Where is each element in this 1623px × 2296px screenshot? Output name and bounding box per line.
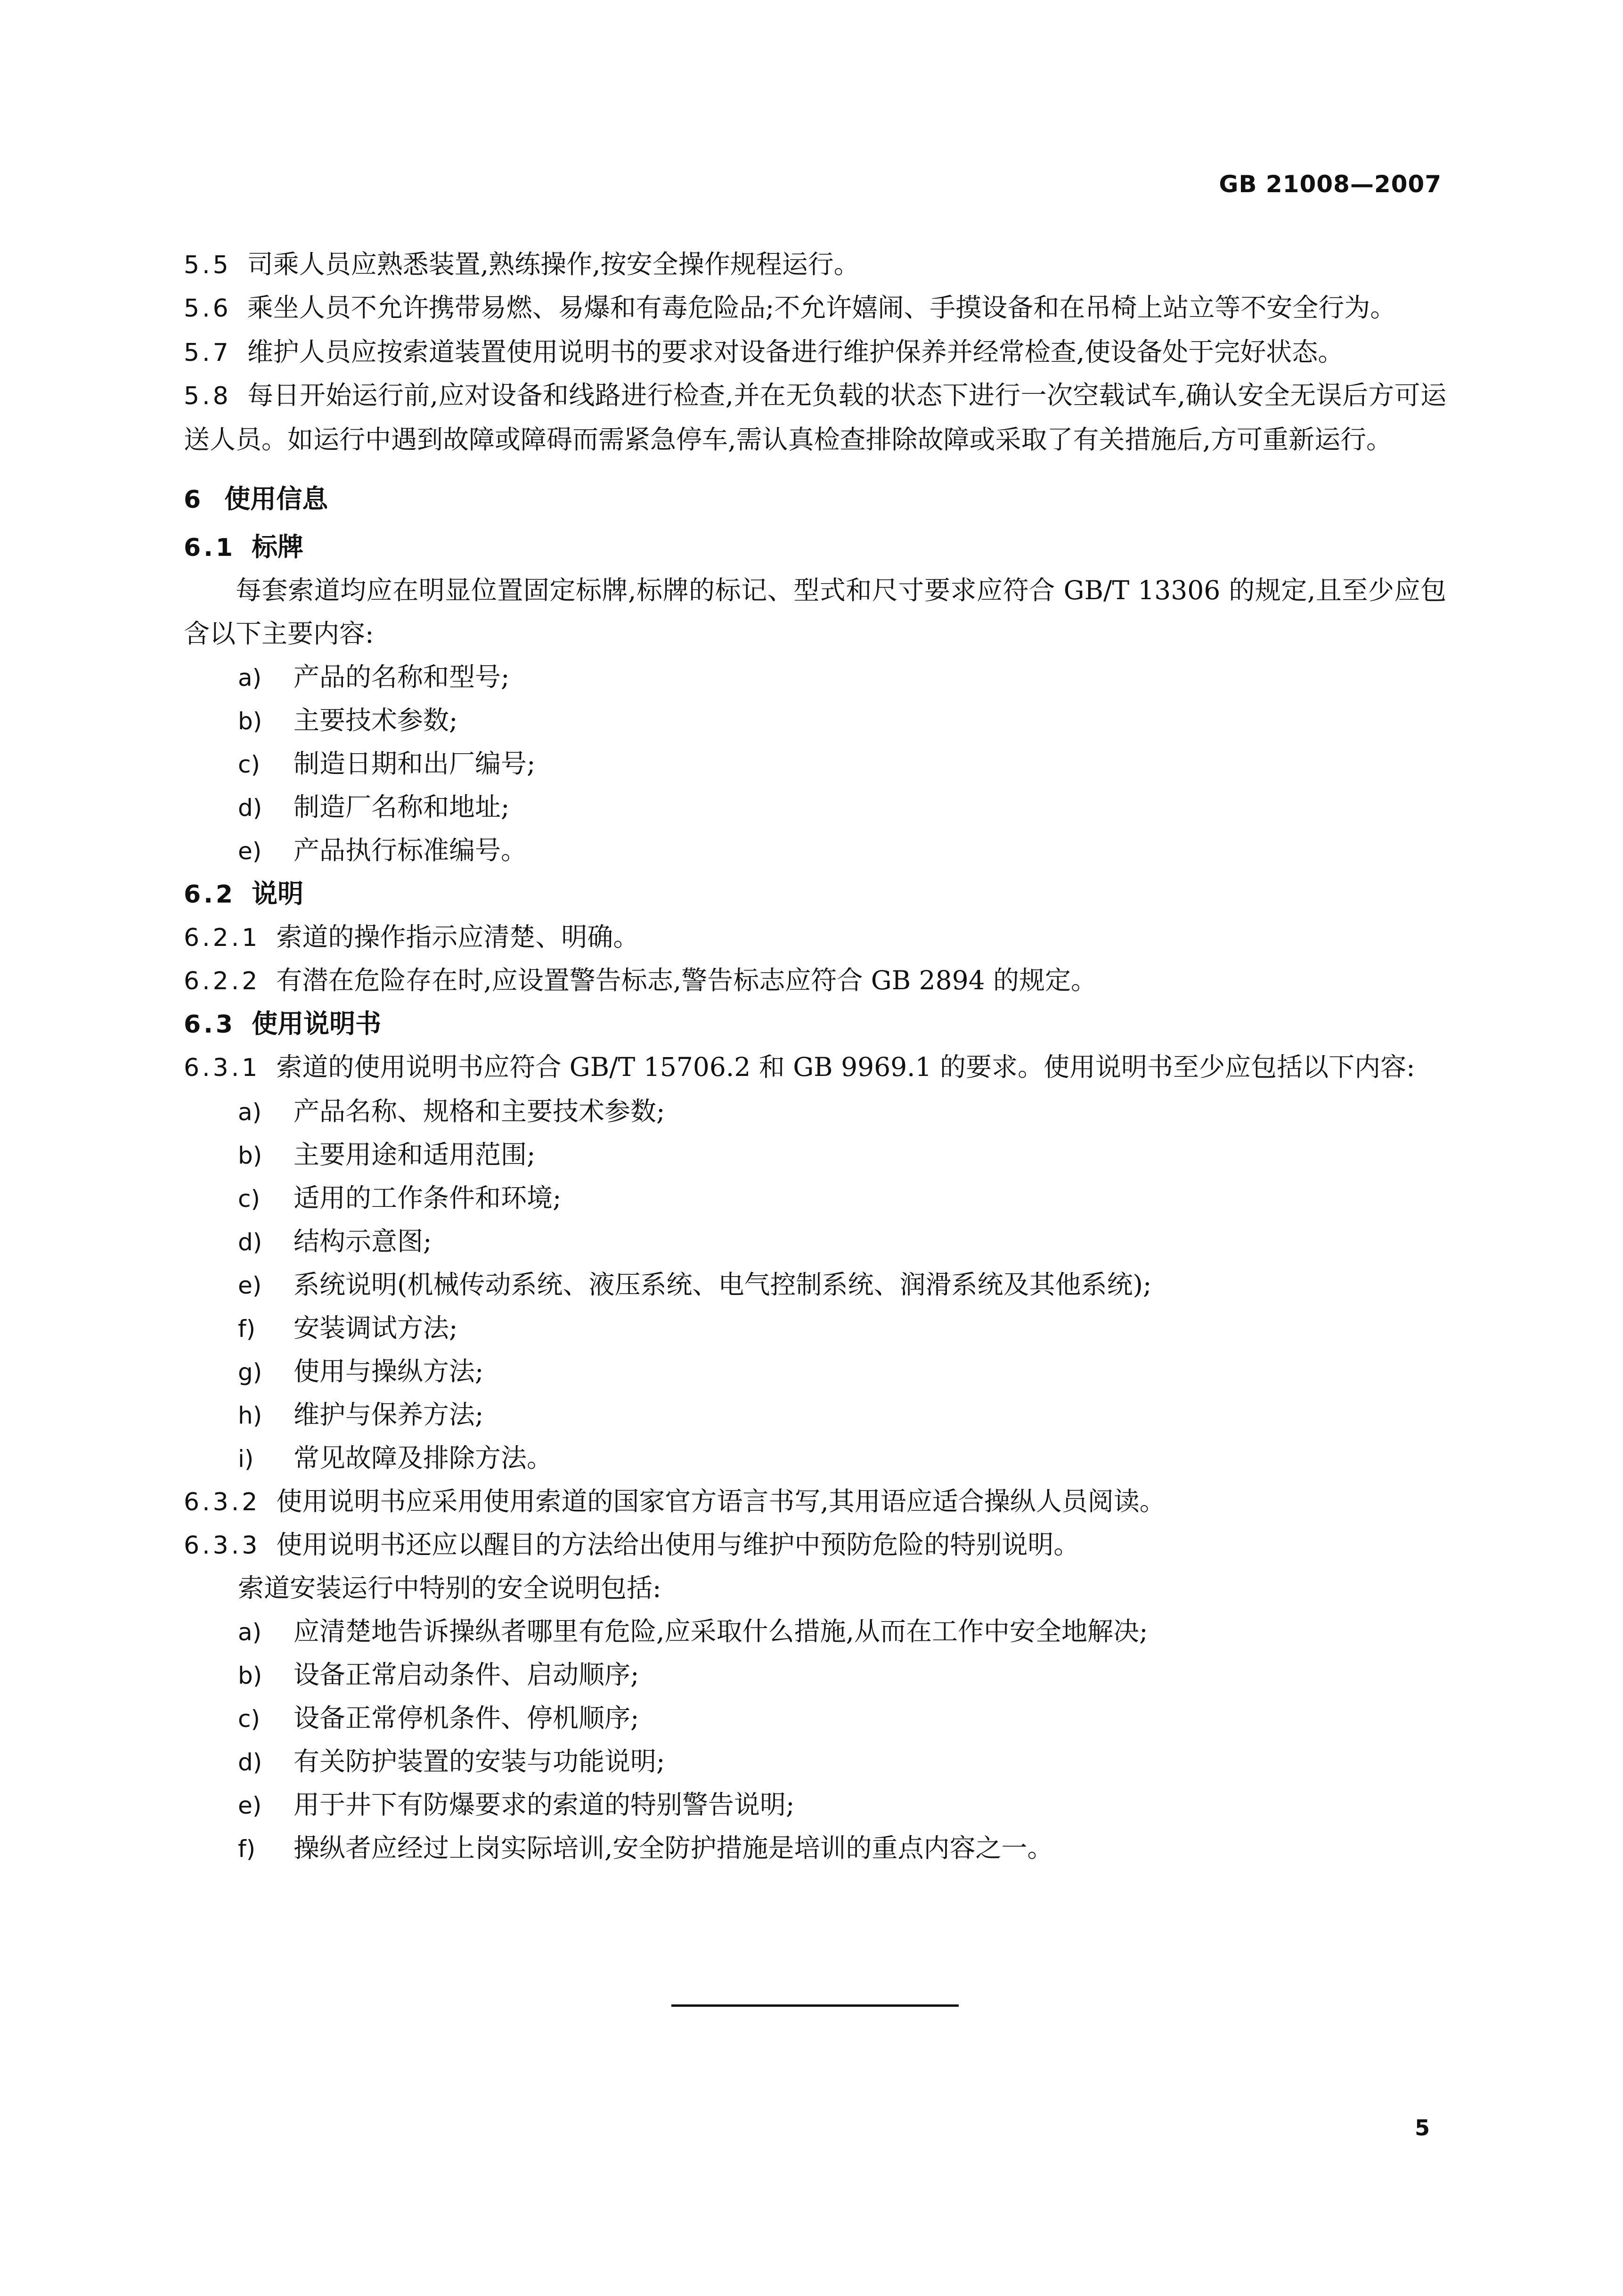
clause-number: 5.5 [184, 251, 231, 279]
list-text: 设备正常启动条件、启动顺序; [294, 1660, 639, 1690]
clause-5-7 [184, 330, 1446, 374]
document-body [184, 243, 1446, 1870]
clause-6-3-1 [184, 1045, 1446, 1090]
list-item [184, 1393, 1446, 1436]
clause-text: 乘坐人员不允许携带易燃、易爆和有毒危险品;不允许嬉闹、手摸设备和在吊椅上站立等不安全行为。 [247, 293, 1396, 323]
list-text: 系统说明(机械传动系统、液压系统、电气控制系统、润滑系统及其他系统); [294, 1270, 1152, 1300]
clause-number: 6.3.2 [184, 1488, 261, 1516]
list-item [184, 785, 1446, 829]
list-text: 主要用途和适用范围; [294, 1140, 536, 1170]
list-item [184, 1653, 1446, 1696]
clause-title: 说明 [252, 879, 304, 909]
list-marker: e) [238, 1272, 262, 1299]
clause-6-1-heading [184, 525, 1446, 569]
list-item [184, 1436, 1446, 1480]
clause-text: 维护人员应按索道装置使用说明书的要求对设备进行维护保养并经常检查,使设备处于完好状态。 [247, 337, 1344, 367]
page-number: 5 [1414, 2115, 1430, 2141]
list-item [184, 699, 1446, 742]
clause-text: 索道的操作指示应清楚、明确。 [276, 922, 639, 952]
list-marker: e) [238, 1792, 262, 1819]
list-item [184, 1090, 1446, 1133]
list-text: 产品的名称和型号; [294, 662, 510, 692]
clause-text: 使用说明书应采用使用索道的国家官方语言书写,其用语应适合操纵人员阅读。 [276, 1486, 1166, 1516]
list-item [184, 1306, 1446, 1350]
section-6-heading [184, 477, 1446, 521]
clause-number: 6.2.2 [184, 967, 261, 995]
list-text: 适用的工作条件和环境; [294, 1183, 562, 1213]
list-marker: a) [238, 1619, 262, 1646]
list-text: 安装调试方法; [294, 1313, 458, 1343]
clause-6-3-3-lead: 索道安装运行中特别的安全说明包括: [238, 1573, 661, 1603]
list-marker: d) [238, 1749, 262, 1776]
list-marker: g) [238, 1359, 262, 1386]
clause-6-2-2 [184, 959, 1446, 1002]
clause-number: 5.7 [184, 339, 231, 367]
section-number: 6 [184, 486, 204, 514]
list-text: 维护与保养方法; [294, 1400, 484, 1430]
clause-text: 索道的使用说明书应符合 GB/T 15706.2 和 GB 9969.1 的要求。使用说明书至少应包括以下内容: [276, 1052, 1415, 1082]
clause-number: 6.3.3 [184, 1531, 261, 1560]
list-item [184, 1220, 1446, 1263]
clause-6-2-1 [184, 915, 1446, 959]
list-item [184, 742, 1446, 785]
clause-6-3-2 [184, 1480, 1446, 1523]
clause-number: 6.1 [184, 534, 236, 562]
list-marker: d) [238, 794, 262, 822]
list-text: 产品名称、规格和主要技术参数; [294, 1096, 665, 1126]
list-marker: c) [238, 751, 260, 778]
clause-title: 标牌 [252, 532, 304, 562]
clause-text: 使用说明书还应以醒目的方法给出使用与维护中预防危险的特别说明。 [276, 1530, 1080, 1560]
list-text: 主要技术参数; [294, 705, 458, 735]
list-item [184, 1176, 1446, 1220]
list-text: 制造厂名称和地址; [294, 792, 510, 822]
list-text: 操纵者应经过上岗实际培训,安全防护措施是培训的重点内容之一。 [294, 1833, 1053, 1863]
list-item [184, 1740, 1446, 1783]
clause-number: 5.6 [184, 294, 231, 323]
list-item [184, 829, 1446, 872]
clause-number: 6.3.1 [184, 1054, 261, 1082]
list-marker: f) [238, 1835, 256, 1863]
list-marker: b) [238, 708, 262, 735]
list-marker: b) [238, 1142, 262, 1169]
clause-5-6 [184, 286, 1446, 330]
clause-5-5 [184, 243, 1446, 286]
list-text: 用于井下有防爆要求的索道的特别警告说明; [294, 1790, 795, 1820]
list-marker: d) [238, 1229, 262, 1256]
clause-text: 每日开始运行前,应对设备和线路进行检查,并在无负载的状态下进行一次空载试车,确认安全无误后方可运送人员。如运行中遇到故障或障碍而需紧急停车,需认真检查排除故障或采取了有关措施后,方可重新运行。 [184, 380, 1446, 455]
list-text: 产品执行标准编号。 [294, 835, 527, 865]
list-text: 使用与操纵方法; [294, 1356, 484, 1386]
list-text: 制造日期和出厂编号; [294, 749, 536, 779]
list-text: 常见故障及排除方法。 [294, 1443, 553, 1473]
clause-number: 6.3 [184, 1010, 236, 1039]
list-item [184, 1783, 1446, 1826]
list-marker: a) [238, 1099, 262, 1126]
clause-text: 有潜在危险存在时,应设置警告标志,警告标志应符合 GB 2894 的规定。 [276, 965, 1097, 995]
list-marker: c) [238, 1705, 260, 1733]
list-marker: b) [238, 1662, 262, 1689]
list-marker: c) [238, 1185, 260, 1213]
list-marker: a) [238, 664, 262, 692]
list-item [184, 1826, 1446, 1870]
list-item [184, 655, 1446, 699]
clause-number: 6.2.1 [184, 924, 261, 952]
end-of-document-rule [671, 2004, 959, 2007]
clause-6-2-heading [184, 872, 1446, 915]
clause-6-3-heading [184, 1002, 1446, 1045]
section-title: 使用信息 [224, 484, 328, 514]
clause-5-8 [184, 374, 1446, 461]
clause-6-3-3 [184, 1523, 1446, 1566]
list-marker: e) [238, 838, 262, 865]
list-marker: i) [238, 1445, 254, 1473]
list-item [184, 1133, 1446, 1176]
list-marker: h) [238, 1402, 262, 1429]
list-marker: f) [238, 1315, 256, 1343]
clause-number: 5.8 [184, 382, 231, 410]
standard-code-header: GB 21008—2007 [1219, 171, 1442, 198]
list-item [184, 1263, 1446, 1306]
clause-text: 司乘人员应熟悉装置,熟练操作,按安全操作规程运行。 [247, 249, 860, 279]
clause-title: 使用说明书 [252, 1009, 382, 1039]
clause-6-1-paragraph: 每套索道均应在明显位置固定标牌,标牌的标记、型式和尺寸要求应符合 GB/T 13306 的规定,且至少应包含以下主要内容: [184, 575, 1446, 649]
list-text: 设备正常停机条件、停机顺序; [294, 1703, 639, 1733]
list-item [184, 1610, 1446, 1653]
clause-number: 6.2 [184, 880, 236, 909]
list-text: 应清楚地告诉操纵者哪里有危险,应采取什么措施,从而在工作中安全地解决; [294, 1616, 1148, 1646]
list-item [184, 1350, 1446, 1393]
list-item [184, 1696, 1446, 1740]
list-text: 结构示意图; [294, 1226, 432, 1256]
list-text: 有关防护装置的安装与功能说明; [294, 1746, 665, 1776]
